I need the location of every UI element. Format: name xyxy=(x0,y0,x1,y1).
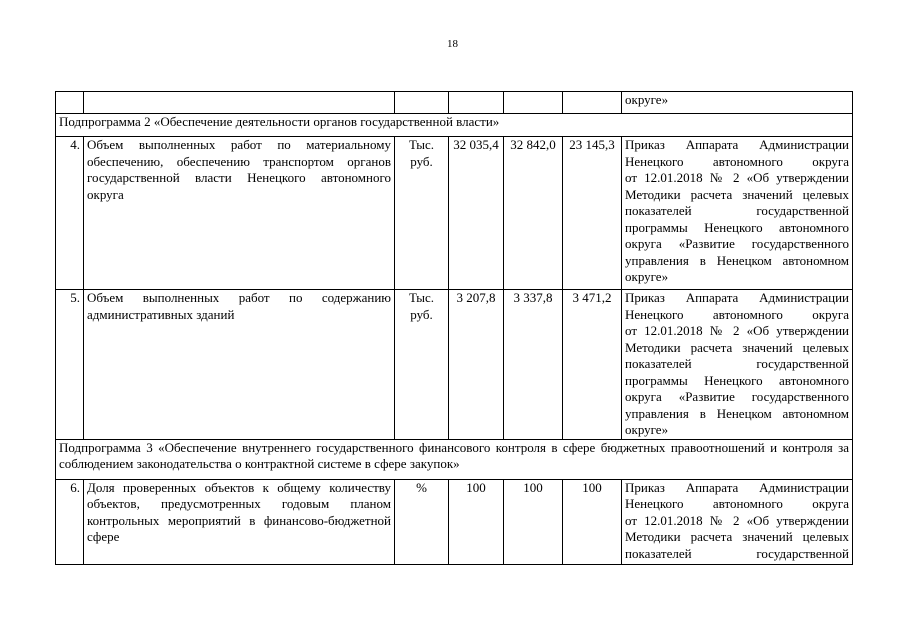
table-row-item-5 xyxy=(56,290,853,440)
methodology-source xyxy=(622,137,853,290)
source-line: Приказ Аппарата Администрации xyxy=(625,479,849,495)
value-year-3: 100 xyxy=(563,479,622,564)
source-line: Ненецкого автономного округа xyxy=(625,153,849,169)
item-number: 5. xyxy=(56,290,84,440)
indicator-name: Объем выполненных работ по содержанию административных зданий xyxy=(84,290,395,440)
source-line: Приказ Аппарата Администрации xyxy=(625,290,849,305)
value-cell xyxy=(504,92,563,114)
methodology-source xyxy=(622,290,853,440)
subprogram-2-title: Подпрограмма 2 «Обеспечение деятельности органов государственной власти» xyxy=(56,114,853,137)
methodology-source xyxy=(622,479,853,564)
num-cell xyxy=(56,92,84,114)
value-year-1: 3 207,8 xyxy=(449,290,504,440)
indicator-name: Доля проверенных объектов к общему количеству объектов, предусмотренных годовым планом контрольных мероприятий в финансово-бюджетной сфере xyxy=(84,479,395,564)
table-row-item-6 xyxy=(56,479,853,564)
source-line: показателей государственной xyxy=(625,356,849,371)
value-year-2: 100 xyxy=(504,479,563,564)
source-line: Методики расчета значений целевых xyxy=(625,529,849,544)
name-cell xyxy=(84,92,395,114)
source-line: от 12.01.2018 № 2 «Об утверждении xyxy=(625,170,849,185)
source-line: программы Ненецкого автономного xyxy=(625,219,849,235)
unit-of-measure: % xyxy=(395,479,449,564)
source-line: управления в Ненецком автономном xyxy=(625,405,849,421)
source-line: Ненецкого автономного округа xyxy=(625,306,849,322)
source-line: управления в Ненецком автономном xyxy=(625,252,849,268)
value-cell xyxy=(449,92,504,114)
source-line: от 12.01.2018 № 2 «Об утверждении xyxy=(625,323,849,338)
value-cell xyxy=(563,92,622,114)
source-line: показателей государственной xyxy=(625,545,849,561)
subprogram-row xyxy=(56,114,853,137)
unit-of-measure: Тыс. руб. xyxy=(395,137,449,290)
value-year-3: 23 145,3 xyxy=(563,137,622,290)
value-year-3: 3 471,2 xyxy=(563,290,622,440)
source-line: программы Ненецкого автономного xyxy=(625,372,849,388)
value-year-1: 100 xyxy=(449,479,504,564)
source-line: округа «Развитие государственного xyxy=(625,236,849,251)
value-year-2: 32 842,0 xyxy=(504,137,563,290)
indicator-name: Объем выполненных работ по материальному обеспечению, обеспечению транспортом органов государственной власти Ненецкого автономного округа xyxy=(84,137,395,290)
unit-of-measure: Тыс. руб. xyxy=(395,290,449,440)
source-line: Методики расчета значений целевых xyxy=(625,186,849,202)
source-line: округе» xyxy=(625,269,669,284)
source-line: округа «Развитие государственного xyxy=(625,389,849,404)
item-number: 6. xyxy=(56,479,84,564)
source-line: от 12.01.2018 № 2 «Об утверждении xyxy=(625,512,849,528)
value-year-2: 3 337,8 xyxy=(504,290,563,440)
source-line: показателей государственной xyxy=(625,203,849,218)
source-line: округе» xyxy=(625,422,669,437)
subprogram-row xyxy=(56,439,853,479)
subprogram-3-title: Подпрограмма 3 «Обеспечение внутреннего государственного финансового контроля в сфере бюджетных правоотношений и контроля за соблюдением законодательства о контрактной системе в сфере закупок» xyxy=(56,439,853,479)
page-number: 18 xyxy=(447,38,458,50)
source-line: Ненецкого автономного округа xyxy=(625,496,849,511)
value-year-1: 32 035,4 xyxy=(449,137,504,290)
indicators-table xyxy=(55,91,853,565)
source-cell: округе» xyxy=(622,92,853,114)
table-row-item-4 xyxy=(56,137,853,290)
source-line: Приказ Аппарата Администрации xyxy=(625,137,849,152)
unit-cell xyxy=(395,92,449,114)
table-row-continuation xyxy=(56,92,853,114)
source-line: Методики расчета значений целевых xyxy=(625,339,849,355)
item-number: 4. xyxy=(56,137,84,290)
